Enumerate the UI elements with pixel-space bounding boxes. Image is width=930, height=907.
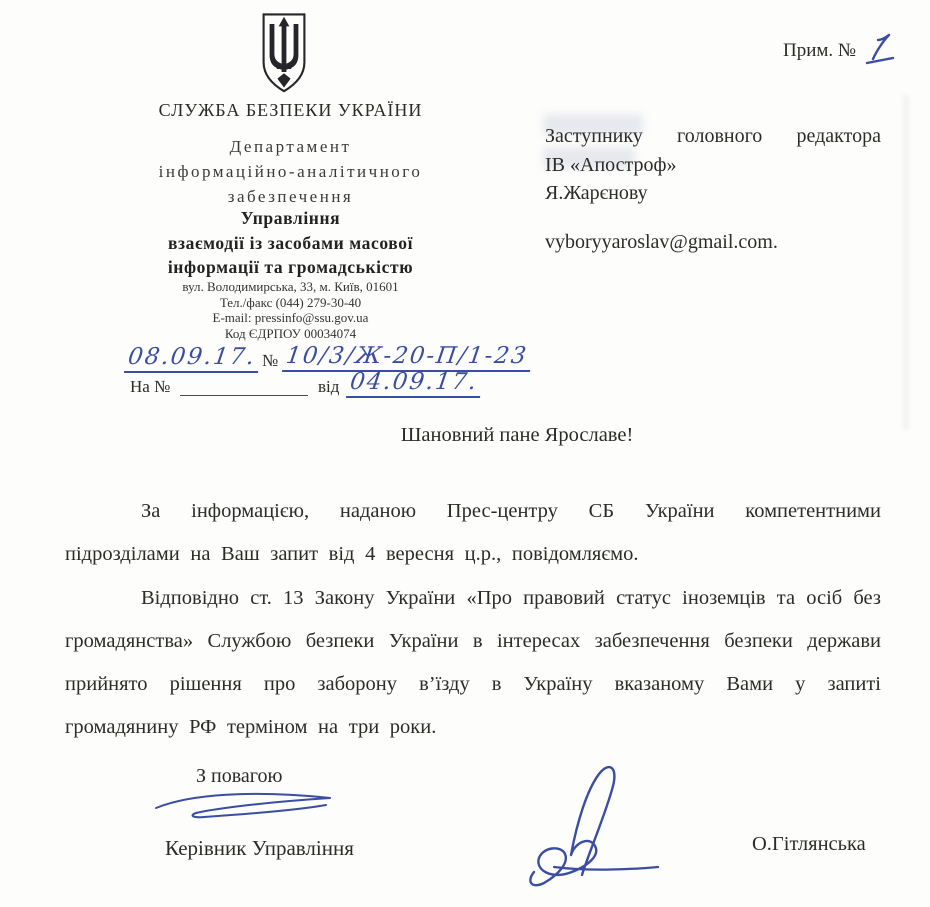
outgoing-date-handwritten: 08.09.17. <box>124 344 262 373</box>
incoming-date-handwritten: 04.09.17. <box>346 369 484 398</box>
ukraine-trident-emblem-icon <box>254 12 314 96</box>
salutation: Шановний пане Ярославе! <box>400 424 634 446</box>
department-line: інформаційно-аналітичного <box>158 162 423 181</box>
signer-position: Керівник Управління <box>165 836 354 860</box>
phone-line: Тел./факс (044) 279-30-40 <box>219 294 362 310</box>
department-line: забезпечення <box>227 187 354 206</box>
edrpou-line: Код ЄДРПОУ 00034074 <box>224 325 357 341</box>
address-line: вул. Володимирська, 33, м. Київ, 01601 <box>182 279 399 294</box>
email-line: E-mail: pressinfo@ssu.gov.ua <box>212 310 369 325</box>
from-label: від <box>318 377 340 396</box>
copy-number-stamp <box>783 40 870 62</box>
division-line: взаємодії із засобами масової <box>167 232 414 253</box>
recipient-organization: ІВ «Апостроф» <box>545 153 677 176</box>
body-paragraph: За інформацією, наданою Прес-центру СБ України компетентними підрозділами на Ваш запит від 4 вересня ц.р., повідомляємо. <box>65 500 881 565</box>
scan-edge-shadow <box>903 95 909 430</box>
division-name <box>63 206 518 280</box>
signer-name: О.Гітлянська <box>752 833 866 855</box>
number-sign-label: № <box>262 351 279 370</box>
division-line: інформації та громадськістю <box>167 257 414 277</box>
recipient-block <box>545 122 881 256</box>
division-line: Управління <box>240 208 341 228</box>
contact-block <box>63 279 518 341</box>
incoming-number-label: На № <box>130 377 171 396</box>
body-paragraph: Відповідно ст. 13 Закону України «Про правовий статус іноземців та осіб без громадянства» Службою безпеки України в інтересах забезпечення безпеки держави прийнято рішення про заборону в’їзду в Україну вказаному Вами у запиті громадянину РФ терміном на три роки. <box>65 587 881 738</box>
handwritten-signature-icon <box>524 760 669 892</box>
organization-name: СЛУЖБА БЕЗПЕКИ УКРАЇНИ <box>158 100 423 120</box>
department-line: Департамент <box>229 137 352 156</box>
department-name <box>63 134 518 209</box>
outgoing-number-handwritten: 10/3/Ж-20-П/1-23 <box>282 343 534 372</box>
closing-regards: З повагою <box>196 765 283 787</box>
recipient-name: Я.Жарєнову <box>545 182 648 204</box>
incoming-number-blank <box>180 377 308 396</box>
handwritten-copy-number-icon <box>865 32 895 66</box>
recipient-title: Заступнику головного редактора <box>545 125 881 147</box>
recipient-email: vyboryyaroslav@gmail.com. <box>545 230 778 253</box>
copy-number-label: Прим. № <box>783 40 857 61</box>
handwritten-flourish-icon <box>148 786 338 824</box>
